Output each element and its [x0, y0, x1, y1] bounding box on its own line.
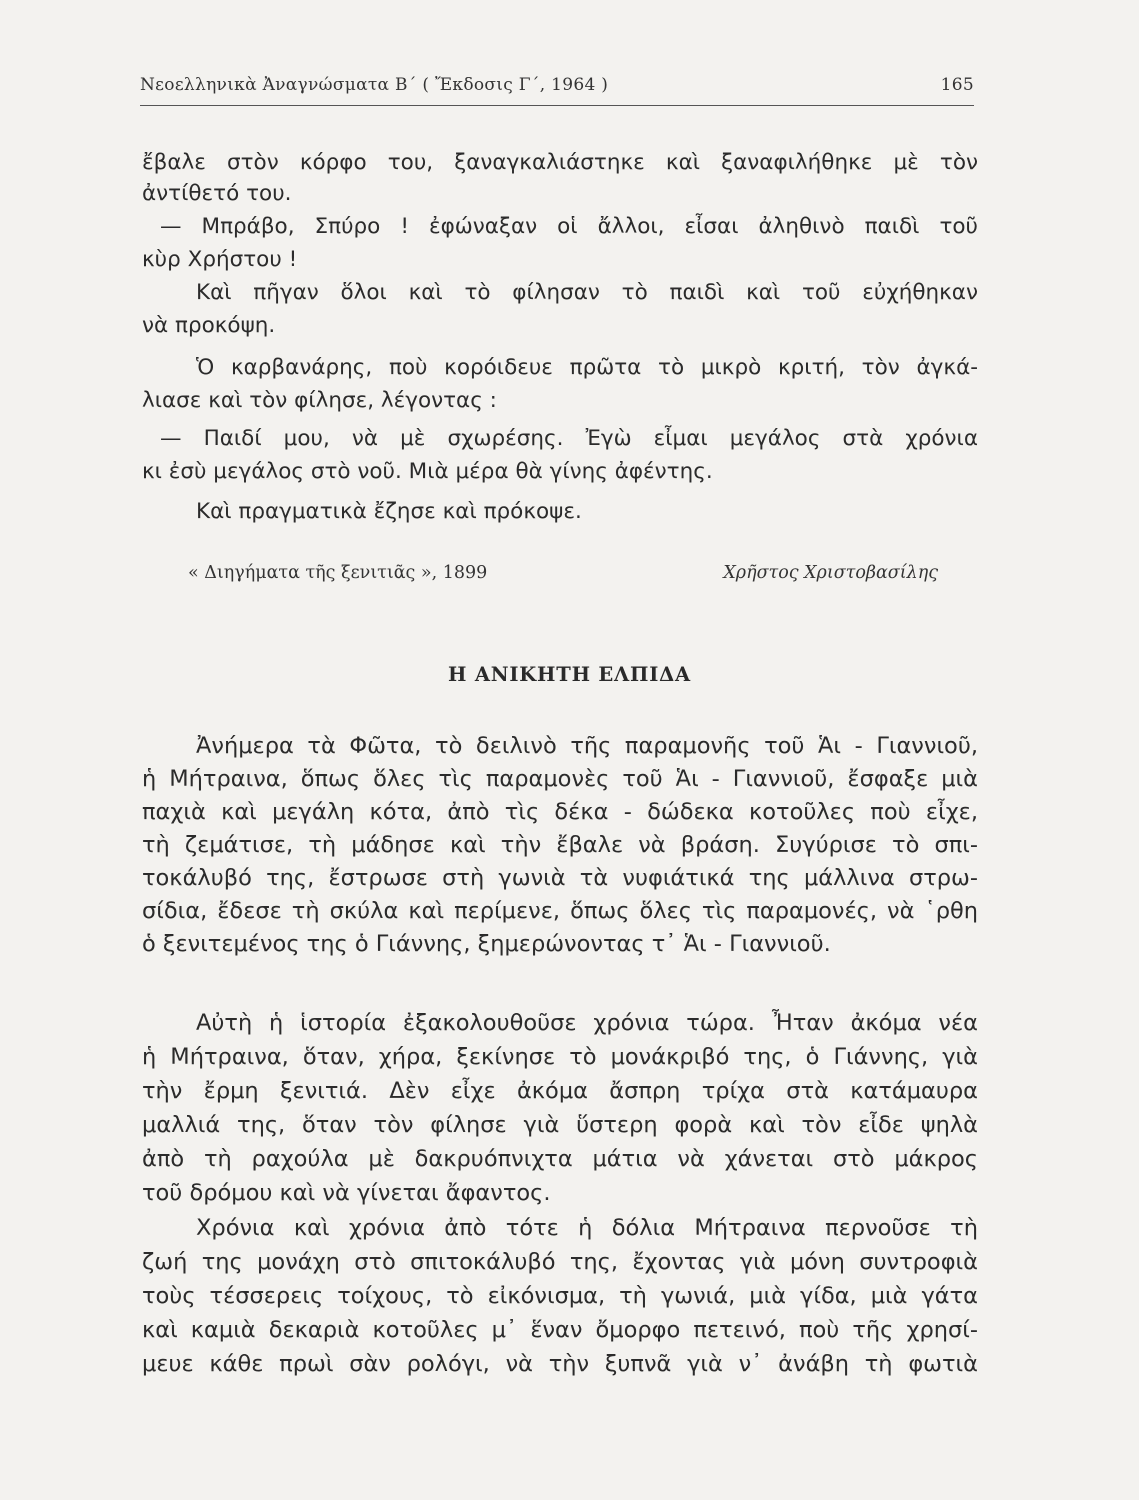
author-name: Χρῆστος Χριστοβασίλης — [723, 563, 938, 583]
text-line: ἀντίθετό του. — [142, 181, 292, 206]
text-line: Καὶ πῆγαν ὅλοι καὶ τὸ φίλησαν τὸ παιδὶ καὶ τοῦ εὐχήθηκαν — [196, 280, 978, 305]
text-line: ἔβαλε στὸν κόρφο του, ξαναγκαλιάστηκε καὶ ξαναφιλήθηκε μὲ τὸν — [142, 150, 978, 175]
header-title: Νεοελληνικὰ Ἀναγνώσματα Β΄ ( Ἔκδοσις Γ΄, 1964 ) — [140, 75, 609, 95]
running-header — [140, 73, 974, 106]
text-line: Αὐτὴ ἡ ἱστορία ἐξακολουθοῦσε χρόνια τώρα. Ἦταν ἀκόμα νέα — [196, 1010, 978, 1036]
text-line: ἡ Μήτραινα, ὅταν, χήρα, ξεκίνησε τὸ μονάκριβό της, ὁ Γιάννης, γιὰ — [142, 1044, 978, 1070]
text-line: ὁ ξενιτεμένος της ὁ Γιάννης, ξημερώνοντας τ᾿ Ἁι - Γιαννιοῦ. — [142, 931, 831, 957]
text-line: καὶ καμιὰ δεκαριὰ κοτοῦλες μ᾿ ἕναν ὄμορφο πετεινό, ποὺ τῆς χρησί- — [142, 1317, 978, 1343]
text-line: σίδια, ἔδεσε τὴ σκύλα καὶ περίμενε, ὅπως ὅλες τὶς παραμονές, νὰ ῾ρθη — [142, 898, 978, 924]
text-line: ἡ Μήτραινα, ὅπως ὅλες τὶς παραμονὲς τοῦ Ἁι - Γιαννιοῦ, ἔσφαξε μιὰ — [142, 766, 978, 792]
text-line: κι ἐσὺ μεγάλος στὸ νοῦ. Μιὰ μέρα θὰ γίνης ἀφέντης. — [142, 459, 713, 484]
dialogue-line: — Παιδί μου, νὰ μὲ σχωρέσης. Ἐγὼ εἶμαι μεγάλος στὰ χρόνια — [160, 426, 978, 451]
text-line: τὴ ζεμάτισε, τὴ μάδησε καὶ τὴν ἔβαλε νὰ βράση. Συγύρισε τὸ σπι- — [142, 832, 978, 858]
text-line: τοῦ δρόμου καὶ νὰ γίνεται ἄφαντος. — [142, 1180, 551, 1206]
page-number: 165 — [940, 75, 974, 95]
text-line: τὴν ἔρμη ξενιτιά. Δὲν εἶχε ἀκόμα ἄσπρη τρίχα στὰ κατάμαυρα — [142, 1078, 978, 1104]
text-line: ζωή της μονάχη στὸ σπιτοκάλυβό της, ἔχοντας γιὰ μόνη συντροφιὰ — [142, 1249, 978, 1275]
text-line: Χρόνια καὶ χρόνια ἀπὸ τότε ἡ δόλια Μήτραινα περνοῦσε τὴ — [196, 1215, 978, 1241]
text-line: μαλλιά της, ὅταν τὸν φίλησε γιὰ ὕστερη φορὰ καὶ τὸν εἶδε ψηλὰ — [142, 1112, 978, 1138]
text-line: ἀπὸ τὴ ραχούλα μὲ δακρυόπνιχτα μάτια νὰ χάνεται στὸ μάκρος — [142, 1146, 978, 1172]
text-line: μευε κάθε πρωὶ σὰν ρολόγι, νὰ τὴν ξυπνᾶ γιὰ ν᾿ ἀνάβη τὴ φωτιὰ — [142, 1351, 978, 1377]
story-title: Η ΑΝΙΚΗΤΗ ΕΛΠΙΔΑ — [448, 663, 691, 686]
text-line: λιασε καὶ τὸν φίλησε, λέγοντας : — [142, 388, 497, 413]
text-line: παχιὰ καὶ μεγάλη κότα, ἀπὸ τὶς δέκα - δώδεκα κοτοῦλες ποὺ εἶχε, — [142, 799, 978, 825]
text-line: Ὁ καρβανάρης, ποὺ κορόιδευε πρῶτα τὸ μικρὸ κριτή, τὸν ἀγκά- — [196, 355, 978, 380]
text-line: τοὺς τέσσερεις τοίχους, τὸ εἰκόνισμα, τὴ γωνιά, μιὰ γίδα, μιὰ γάτα — [142, 1283, 978, 1309]
text-line: τοκάλυβό της, ἔστρωσε στὴ γωνιὰ τὰ νυφιάτικά της μάλλινα στρω- — [142, 865, 978, 891]
source-text: « Διηγήματα τῆς ξενιτιᾶς », 1899 — [188, 563, 488, 583]
text-line: Ἀνήμερα τὰ Φῶτα, τὸ δειλινὸ τῆς παραμονῆς τοῦ Ἁι - Γιαννιοῦ, — [196, 733, 978, 759]
text-line: κὺρ Χρήστου ! — [142, 247, 298, 272]
text-line: Καὶ πραγματικὰ ἔζησε καὶ πρόκοψε. — [196, 499, 582, 524]
text-line: νὰ προκόψη. — [142, 313, 276, 338]
dialogue-line: — Μπράβο, Σπύρο ! ἐφώναξαν οἱ ἄλλοι, εἶσαι ἀληθινὸ παιδὶ τοῦ — [160, 214, 978, 239]
